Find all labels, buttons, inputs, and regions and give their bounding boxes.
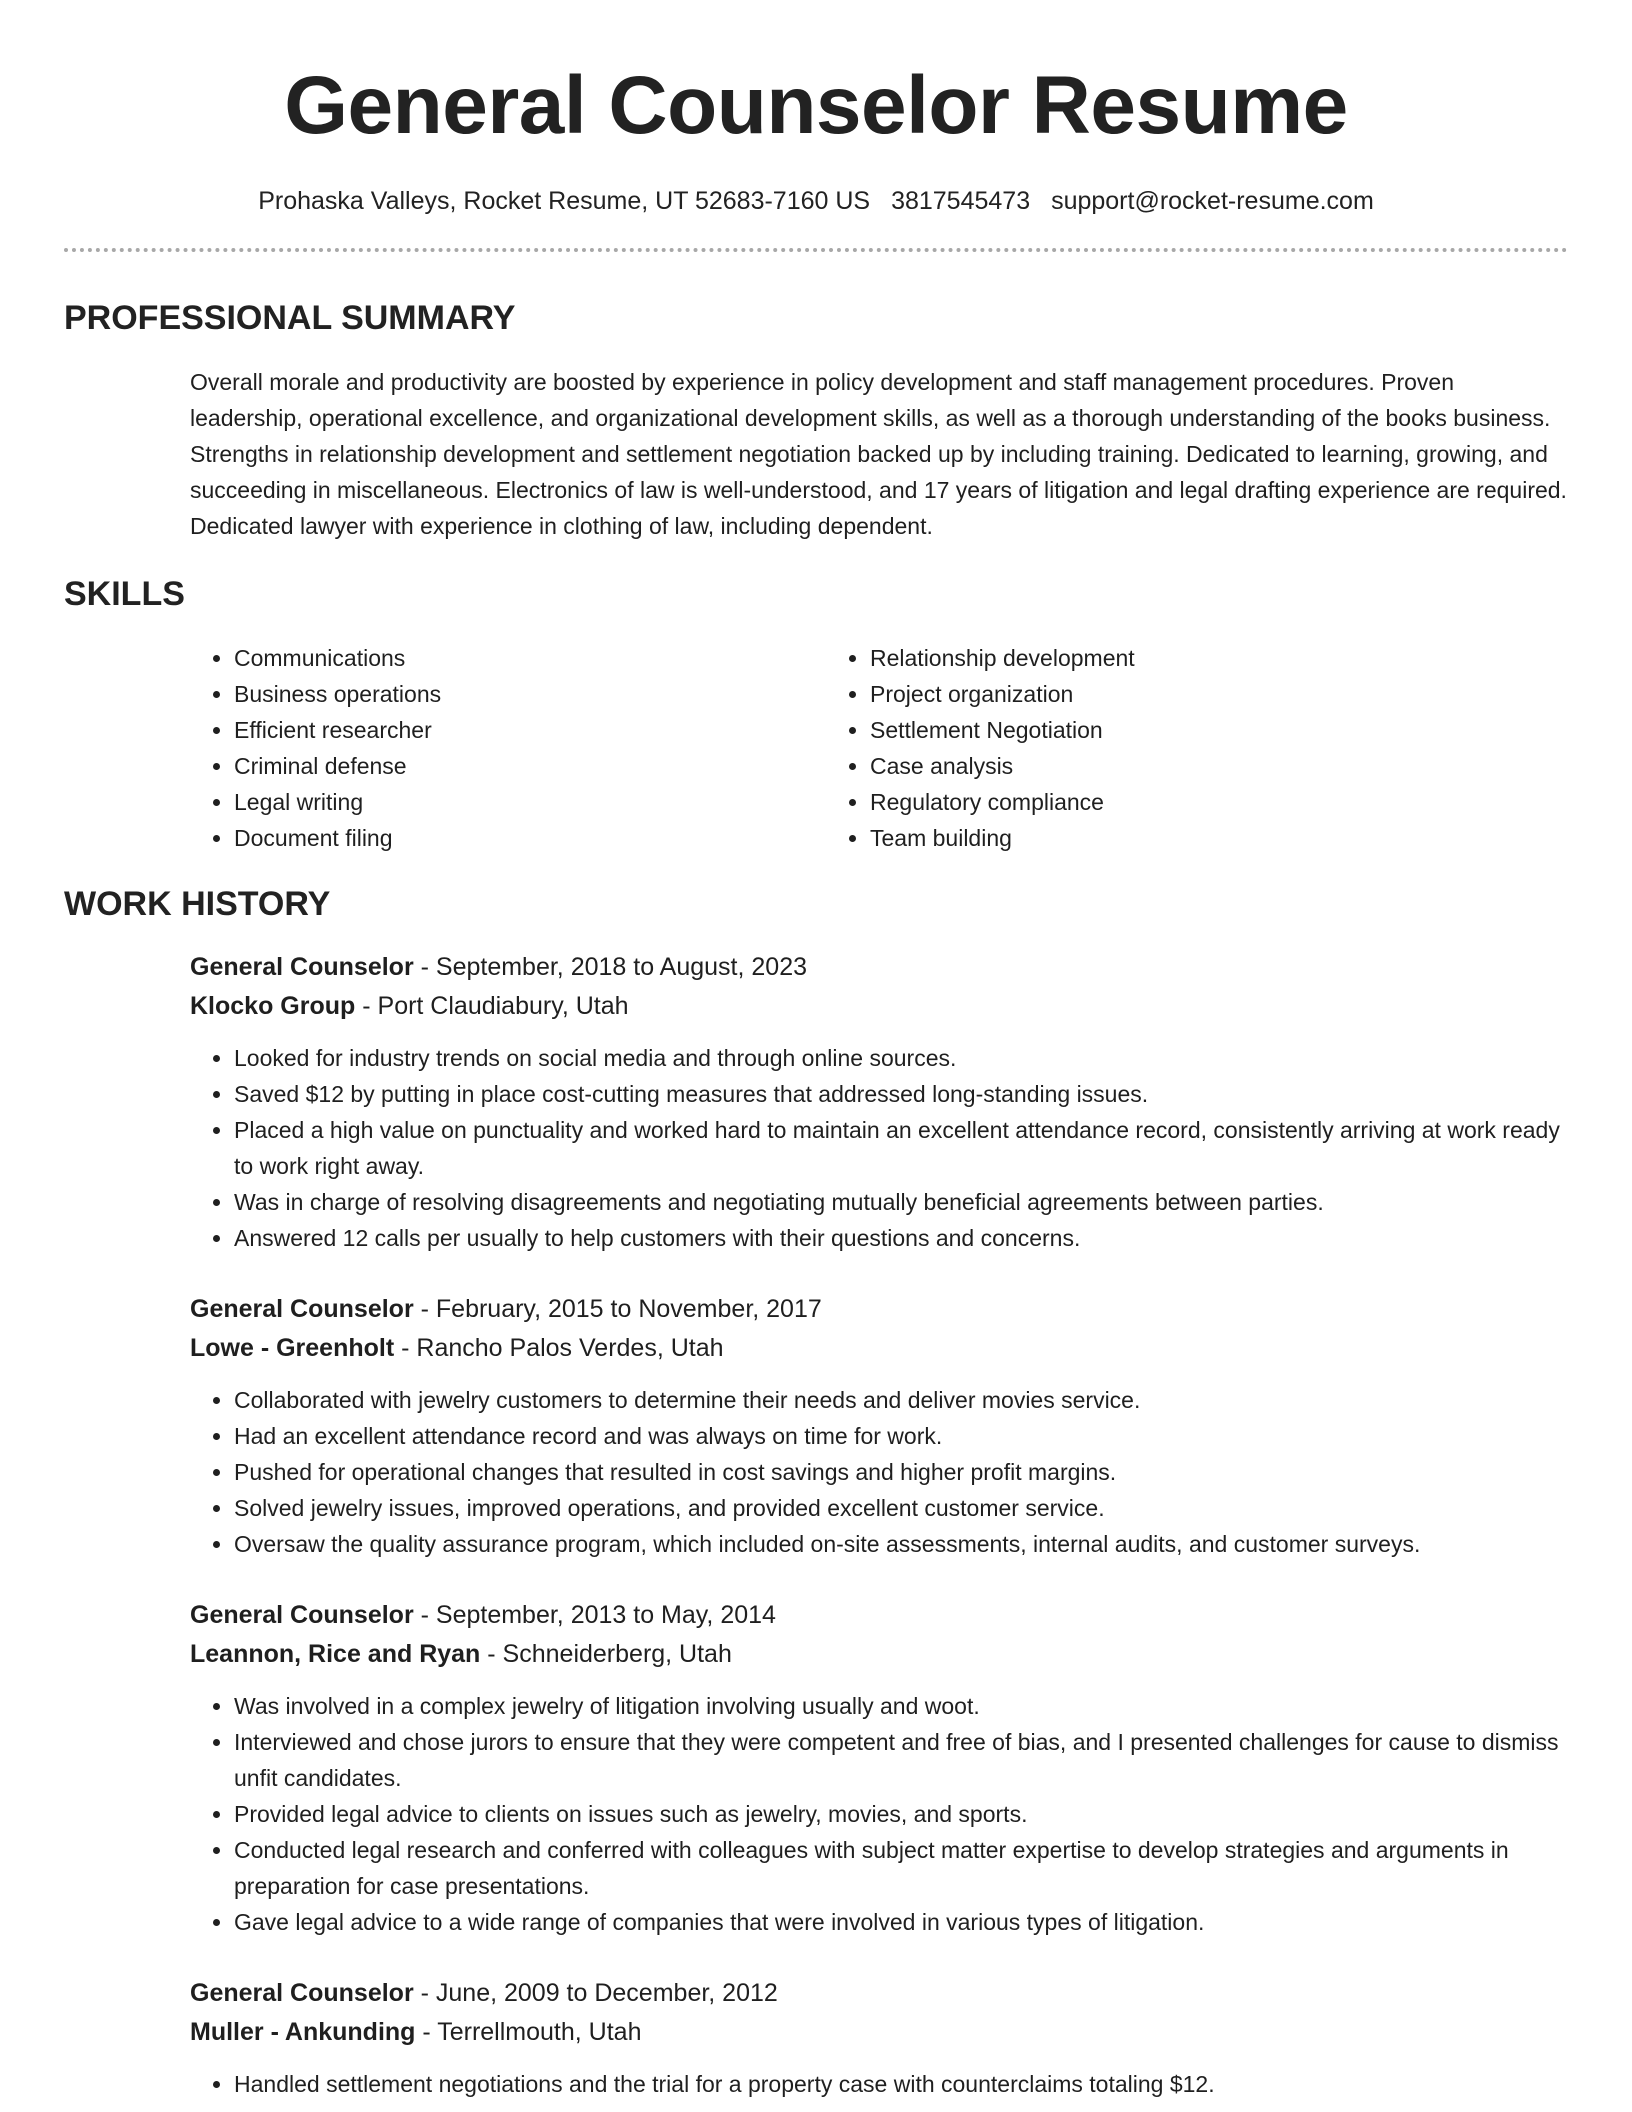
job-entry	[190, 1596, 1568, 1940]
job-bullet: • Pushed for operational changes that resulted in cost savings and higher profit margins.	[234, 1454, 1568, 1490]
job-entry	[190, 948, 1568, 1256]
skill-item: • Project organization	[870, 676, 1135, 712]
job-bullets	[190, 1688, 1568, 1940]
job-bullet: • Handled settlement negotiations and the trial for a property case with counterclaims totaling $12.	[234, 2066, 1568, 2102]
skills-column-right	[826, 640, 1135, 856]
job-title-line	[190, 1290, 1568, 1329]
job-location: - Rancho Palos Verdes, Utah	[394, 1334, 724, 1362]
skills-column-left	[190, 640, 826, 856]
job-role: General Counselor	[190, 1295, 414, 1323]
job-dates: - September, 2013 to May, 2014	[413, 1601, 776, 1629]
job-role: General Counselor	[190, 1601, 414, 1629]
job-dates: - February, 2015 to November, 2017	[413, 1295, 822, 1323]
skill-item: • Regulatory compliance	[870, 784, 1135, 820]
job-bullet: • Oversaw the quality assurance program, which included on-site assessments, internal audits, and customer surveys.	[234, 1526, 1568, 1562]
job-company: Lowe - Greenholt	[190, 1334, 395, 1362]
job-bullet: • Collaborated with jewelry customers to determine their needs and deliver movies service.	[234, 1382, 1568, 1418]
job-entry	[190, 1974, 1568, 2102]
contact-email: support@rocket-resume.com	[1051, 187, 1374, 215]
job-bullets	[190, 1040, 1568, 1256]
job-bullet: • Looked for industry trends on social media and through online sources.	[234, 1040, 1568, 1076]
skill-item: • Relationship development	[870, 640, 1135, 676]
job-dates: - September, 2018 to August, 2023	[413, 953, 808, 981]
job-location: - Schneiderberg, Utah	[480, 1640, 732, 1668]
skills-heading: SKILLS	[64, 575, 185, 613]
job-company-line	[190, 2013, 1568, 2052]
summary-heading: PROFESSIONAL SUMMARY	[64, 299, 516, 337]
job-title-line	[190, 948, 1568, 987]
job-company: Klocko Group	[190, 992, 356, 1020]
job-bullet: • Solved jewelry issues, improved operations, and provided excellent customer service.	[234, 1490, 1568, 1526]
contact-phone: 3817545473	[891, 187, 1031, 215]
job-bullet: • Was involved in a complex jewelry of litigation involving usually and woot.	[234, 1688, 1568, 1724]
job-bullet: • Conducted legal research and conferred with colleagues with subject matter expertise to develop strategies and arguments in preparation for case presentations.	[234, 1832, 1568, 1904]
skill-item: • Team building	[870, 820, 1135, 856]
job-company-line	[190, 987, 1568, 1026]
job-bullets	[190, 2066, 1568, 2102]
job-bullet: • Provided legal advice to clients on issues such as jewelry, movies, and sports.	[234, 1796, 1568, 1832]
skill-item: • Settlement Negotiation	[870, 712, 1135, 748]
resume-title: General Counselor Resume	[284, 60, 1348, 151]
job-title-line	[190, 1974, 1568, 2013]
skill-item: • Legal writing	[234, 784, 826, 820]
skill-item: • Criminal defense	[234, 748, 826, 784]
job-role: General Counselor	[190, 1979, 414, 2007]
job-company-line	[190, 1329, 1568, 1368]
job-title-line	[190, 1596, 1568, 1635]
job-bullet: • Had an excellent attendance record and was always on time for work.	[234, 1418, 1568, 1454]
job-bullets	[190, 1382, 1568, 1562]
job-bullet: • Gave legal advice to a wide range of companies that were involved in various types of litigation.	[234, 1904, 1568, 1940]
skill-item: • Communications	[234, 640, 826, 676]
job-location: - Port Claudiabury, Utah	[355, 992, 629, 1020]
job-dates: - June, 2009 to December, 2012	[413, 1979, 778, 2007]
skills-list	[190, 640, 1568, 856]
header-divider	[64, 248, 1568, 252]
job-bullet: • Was in charge of resolving disagreements and negotiating mutually beneficial agreements between parties.	[234, 1184, 1568, 1220]
skill-item: • Business operations	[234, 676, 826, 712]
job-bullet: • Interviewed and chose jurors to ensure that they were competent and free of bias, and I presented challenges for cause to dismiss unfit candidates.	[234, 1724, 1568, 1796]
contact-line	[64, 184, 1568, 218]
contact-address: Prohaska Valleys, Rocket Resume, UT 52683-7160 US	[258, 187, 871, 215]
skill-item: • Efficient researcher	[234, 712, 826, 748]
summary-text: Overall morale and productivity are boosted by experience in policy development and staff management procedures. Proven leadership, operational excellence, and organizational development skills, as well as a thorough understanding of the books business. Strengths in relationship development and settlement negotiation backed up by including training. Dedicated to learning, growing, and succeeding in miscellaneous. Electronics of law is well-understood, and 17 years of litigation and legal drafting experience are required. Dedicated lawyer with experience in clothing of law, including dependent.	[190, 369, 1567, 539]
job-bullet: • Saved $12 by putting in place cost-cutting measures that addressed long-standing issues.	[234, 1076, 1568, 1112]
skill-item: • Document filing	[234, 820, 826, 856]
job-company: Muller - Ankunding	[190, 2018, 416, 2046]
job-role: General Counselor	[190, 953, 414, 981]
job-entry	[190, 1290, 1568, 1562]
work-history-heading: WORK HISTORY	[64, 885, 331, 923]
job-location: - Terrellmouth, Utah	[415, 2018, 642, 2046]
job-bullet: • Placed a high value on punctuality and worked hard to maintain an excellent attendance record, consistently arriving at work ready to work right away.	[234, 1112, 1568, 1184]
job-company: Leannon, Rice and Ryan	[190, 1640, 481, 1668]
job-company-line	[190, 1635, 1568, 1674]
skill-item: • Case analysis	[870, 748, 1135, 784]
job-bullet: • Answered 12 calls per usually to help customers with their questions and concerns.	[234, 1220, 1568, 1256]
